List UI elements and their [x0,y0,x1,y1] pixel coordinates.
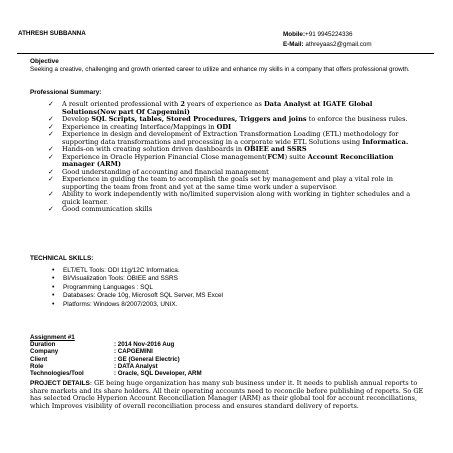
bullet-icon: • [52,300,55,308]
candidate-name: ATHRESH SUBBANNA [18,30,86,37]
summary-item-text: Good understanding of accounting and financial management [62,167,269,176]
summary-item-text: OBIEE and SSRS [244,145,307,153]
checkmark-icon: ✓ [48,145,54,153]
assignment-row [30,348,202,355]
summary-item-text: Informatica. [362,137,409,146]
checkmark-icon: ✓ [48,190,54,198]
summary-item-text: SQL Scripts, tables, Stored Procedures, Triggers and joins [91,115,307,123]
checkmark-icon: ✓ [48,167,54,176]
summary-item-text: Experience in creating Interface/Mappings in [62,122,217,131]
assignment-value: : 2014 Nov-2016 Aug [114,341,175,348]
technical-item [52,292,412,300]
checkmark-icon: ✓ [48,205,54,213]
header-divider [17,53,434,54]
summary-item-text: A result oriented professional with [62,100,181,108]
assignment-value: : CAPGEMINI [114,348,153,356]
summary-item-text: years of experience as [184,100,264,108]
assignment-key: Technologies/Tool [30,370,84,378]
summary-item-text: Data Analyst at IGATE Global Solutions(Now part Of Capgemini) [62,100,373,116]
email-line [283,40,372,50]
summary-item-text: Account Reconciliation manager (ARM) [62,152,394,168]
assignment-row [30,341,202,348]
assignment-value: : DATA Analyst [114,362,158,370]
summary-item-text: FCM [267,152,285,161]
summary-item-text: Experience in Oracle Hyperion Financial Close management( [62,152,268,161]
assignment-row [30,370,202,377]
assignment-key: Role [30,362,44,370]
technical-item [52,301,412,309]
assignment-key: Company [30,348,59,356]
project-details [30,380,424,410]
contact-block [283,30,372,50]
mobile-label: Mobile: [283,31,306,38]
checkmark-icon: ✓ [48,115,54,123]
summary-item-text: ODI [216,122,232,131]
assignment-value: : GE (General Electric) [114,355,180,363]
checkmark-icon: ✓ [48,152,54,161]
summary-item-text: Ability to work independently with no/limited supervision along with working in tighter schedules and a quick learner. [62,190,411,206]
technical-item [52,275,412,283]
checkmark-icon: ✓ [48,122,54,131]
technical-item-text: BI/Visualization Tools: OBIEE and SSRS [63,275,178,283]
mobile-line [283,30,372,40]
bullet-icon: • [52,267,55,274]
summary-item [48,191,420,206]
assignment-row [30,363,202,370]
summary-item-text: ) suite [284,152,308,161]
summary-item-text: Develop [62,115,92,123]
summary-item [48,131,420,146]
summary-item [48,101,420,116]
summary-item-text: Experience in guiding the team to accomplish the goals set by management and play a vital role in supporting the team from front and yet at the same time work under a supervisor. [62,175,393,191]
summary-item-text: to enforce the business rules. [306,115,408,123]
project-text: : GE being huge organization has many sub business under it. It needs to publish annual reports to share markets and its share holders. All their operating accounts need to reconcile before publishing of reports. So GE has selected Oracle Hyperion Account Reconciliation Manager (ARM) as their global tool for account reconciliations, which Improves visibility of overall reconciliation process and ensures standard delivery of reports. [30,379,424,410]
summary-item [48,154,420,169]
mobile-value: +91 9945224336 [305,31,353,38]
summary-item-text: Experience in design and development of Extraction Transformation Loading (ETL) methodology for supporting data transformations and processing in a corporate wide ETL Solutions using [62,130,399,146]
summary-list [48,101,420,214]
email-label: E-Mail: [283,41,304,48]
technical-list [52,267,412,309]
checkmark-icon: ✓ [48,100,54,108]
technical-item-text: Databases: Oracle 10g, Microsoft SQL Server, MS Excel [63,292,223,300]
summary-title: Professional Summary: [30,89,102,96]
objective-text: Seeking a creative, challenging and growth oriented career to utilize and enhance my skills in a company that offers professional growth. [30,66,410,73]
summary-item-text: 2 [180,100,185,108]
bullet-icon: • [52,275,55,283]
bullet-icon: • [52,292,55,300]
technical-item [52,284,412,292]
checkmark-icon: ✓ [48,175,54,183]
assignment-row [30,356,202,363]
assignment-key: Client [30,355,48,363]
assignment-table [30,341,202,377]
checkmark-icon: ✓ [48,130,54,138]
summary-item [48,206,420,214]
summary-item-text: Good communication skills [62,205,153,213]
technical-item-text: Programming Languages : SQL [63,283,153,291]
technical-title: TECHNICAL SKILLS: [30,255,94,262]
technical-item-text: ELT/ETL Tools: ODI 11g/12C Informatica. [63,267,180,274]
summary-item-text: Hands-on with creating solution driven dashboards in [62,145,245,153]
assignment-value: : Oracle, SQL Developer, ARM [114,370,202,378]
technical-item [52,267,412,275]
technical-item-text: Platforms: Windows 8/2007/2003, UNIX. [63,300,178,308]
bullet-icon: • [52,283,55,291]
objective-title: Objective [30,58,59,65]
project-label: PROJECT DETAILS [30,380,90,387]
assignment-title: Assignment #1 [30,334,75,341]
assignment-key: Duration [30,341,56,348]
summary-item [48,176,420,191]
email-value: athreyaas2@gmail.com [305,41,372,48]
